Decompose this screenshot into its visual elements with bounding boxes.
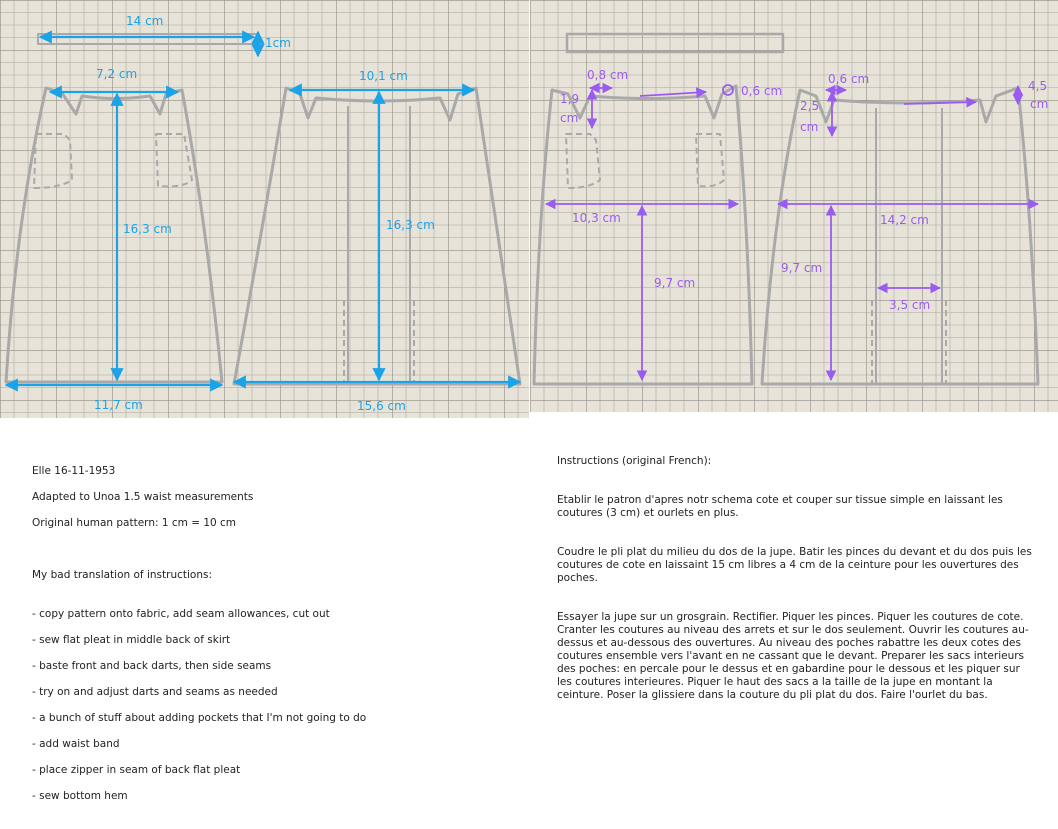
translation-heading: My bad translation of instructions: [32, 569, 212, 581]
french-paragraph-2: Coudre le pli plat du milieu du dos de la jupe. Batir les pinces du devant et du dos puis les coutures de cote en laissaint 15 cm libres a 4 cm de la ceinture pour les ouvertures des poches. [557, 546, 1032, 584]
list-item: - baste front and back darts, then side seams [32, 660, 272, 672]
back-hip-depth-label: 9,7 cm [781, 261, 823, 275]
list-item: - sew bottom hem [32, 790, 128, 802]
back-side-dart-unit: cm [1030, 97, 1049, 111]
back-dart-width-label: 0,6 cm [828, 72, 870, 86]
front-dart-depth-unit: cm [560, 111, 579, 125]
front-hem-width-label: 11,7 cm [94, 398, 143, 412]
waistband-width-label: 1cm [265, 36, 291, 50]
front-waist-width-label: 7,2 cm [96, 67, 138, 81]
front-hip-depth-label: 9,7 cm [654, 276, 696, 290]
back-waist-width-label: 10,1 cm [359, 69, 408, 83]
translation-notes [32, 452, 512, 829]
back-length-label: 16,3 cm [386, 218, 435, 232]
back-side-dart-label: 4,5 [1028, 79, 1048, 93]
back-dart-depth-unit: cm [800, 120, 819, 134]
source-line: Elle 16-11-1953 [32, 465, 116, 477]
translation-steps [32, 595, 512, 816]
french-paragraph-3: Essayer la jupe sur un grosgrain. Rectifier. Piquer les pinces. Piquer les coutures de cote. Cranter les coutures au niveau des arrets et sur le dos seulement. Ouvrir les coutures au-dessus et au-dessous des ouvertures. Au niveau des poches rabattre les deux cotes des coutures ensemble vers l'avant en ne cassant que le devant. Preparer les sacs interieurs des poches: en percale pour le dessus et en gabardine pour le dessous et les piquer sur les coutures interieures. Piquer le haut des sacs a la taille de la jupe en montant la ceinture. Poser la glissiere dans la couture du pli plat du dos. Faire l'ourlet du bas. [557, 611, 1029, 701]
back-hip-width-label: 14,2 cm [880, 213, 929, 227]
list-item: - sew flat pleat in middle back of skirt [32, 634, 231, 646]
front-side-offset-label: 0,6 cm [741, 84, 783, 98]
front-length-label: 16,3 cm [123, 222, 172, 236]
adapted-line: Adapted to Unoa 1.5 waist measurements [32, 491, 254, 503]
back-dart-depth-label: 2,5 [800, 99, 820, 113]
scale-line: Original human pattern: 1 cm = 10 cm [32, 517, 237, 529]
pleat-width-label: 3,5 cm [889, 298, 931, 312]
french-paragraph-1: Etablir le patron d'apres notr schema cote et couper sur tissue simple en laissant les coutures (3 cm) et ourlets en plus. [557, 494, 1003, 519]
french-instructions [557, 442, 1037, 728]
list-item: - copy pattern onto fabric, add seam allowances, cut out [32, 608, 330, 620]
list-item: - a bunch of stuff about adding pockets that I'm not going to do [32, 712, 367, 724]
right-graph-paper [530, 0, 1058, 412]
french-heading: Instructions (original French): [557, 455, 712, 467]
front-dart-width-label: 0,8 cm [587, 68, 629, 82]
front-hip-width-label: 10,3 cm [572, 211, 621, 225]
front-dart-depth-label: 1,9 [560, 92, 580, 106]
back-hem-width-label: 15,6 cm [357, 399, 406, 413]
list-item: - add waist band [32, 738, 120, 750]
list-item: - try on and adjust darts and seams as needed [32, 686, 278, 698]
list-item: - place zipper in seam of back flat pleat [32, 764, 241, 776]
waistband-length-label: 14 cm [126, 14, 164, 28]
